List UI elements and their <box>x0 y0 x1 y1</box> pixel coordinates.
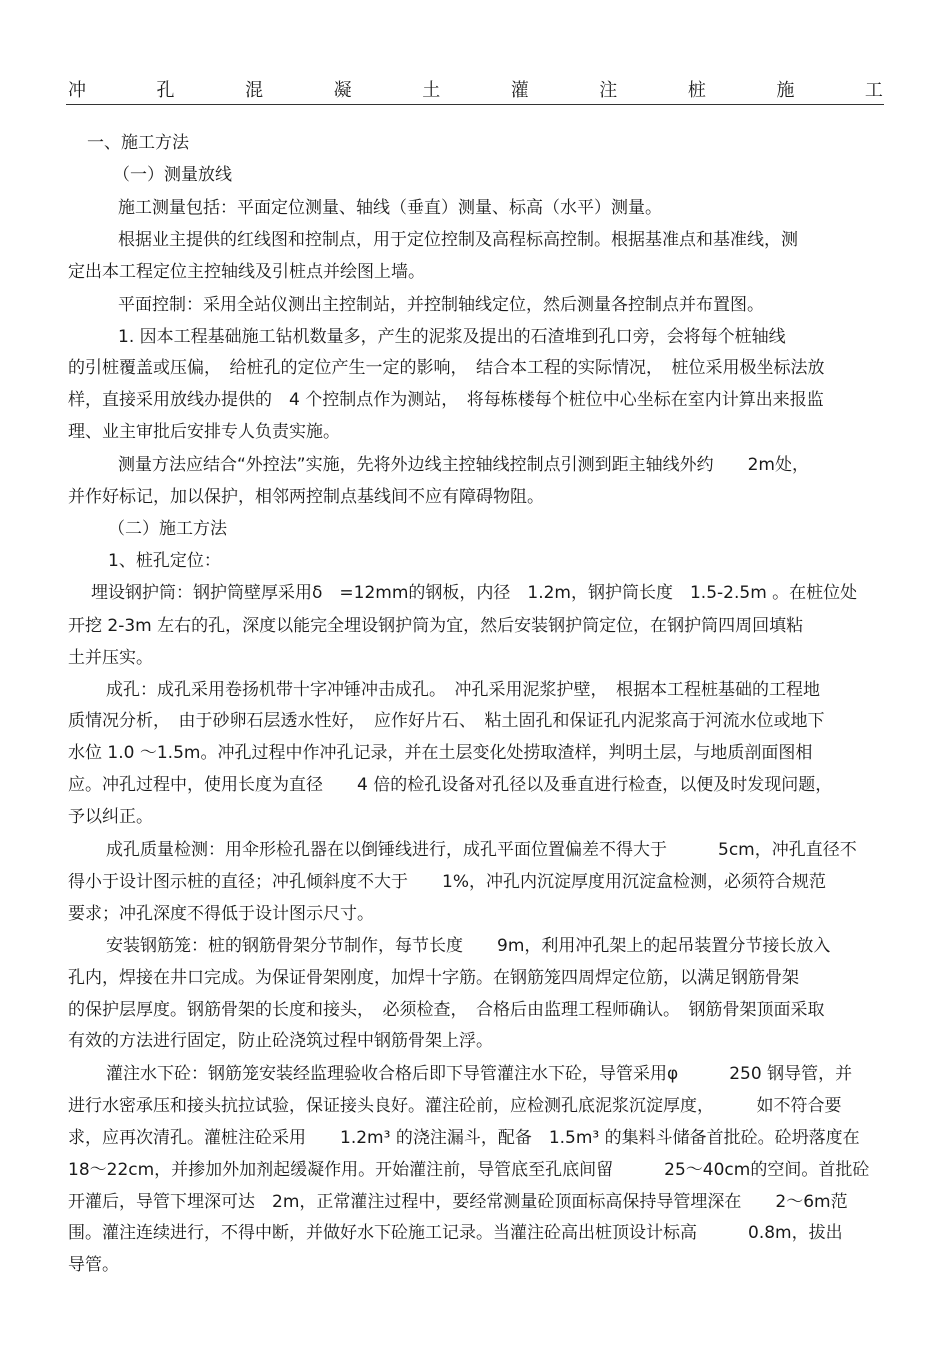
document-title <box>68 77 883 101</box>
paragraph-line: 埋设钢护筒：钢护筒壁厚采用δ =12mm的钢板，内径 1.2m，钢护筒长度 1.5-2.5m 。在桩位处 <box>91 583 858 603</box>
title-char: 工 <box>864 80 883 101</box>
paragraph-line: 成孔质量检测：用伞形检孔器在以倒锤线进行，成孔平面位置偏差不得大于 5cm，冲孔直径不 <box>106 840 857 860</box>
title-char: 桩 <box>687 80 706 101</box>
title-underline <box>66 104 884 105</box>
paragraph-line: 灌注水下砼：钢筋笼安装经监理验收合格后即下导管灌注水下砼，导管采用φ 250 钢导管，并 <box>106 1064 853 1084</box>
paragraph-line: 孔内，焊接在井口完成。为保证骨架刚度，加焊十字筋。在钢筋笼四周焊定位筋，以满足钢筋骨架 <box>68 968 799 988</box>
paragraph-line: 围。灌注连续进行，不得中断，并做好水下砼施工记录。当灌注砼高出桩顶设计标高 0.8m，拔出 <box>68 1223 843 1243</box>
title-char: 施 <box>776 80 795 101</box>
paragraph-line: 理、业主审批后安排专人负责实施。 <box>68 422 340 442</box>
paragraph-line: 求，应再次清孔。灌桩注砼采用 1.2m³ 的浇注漏斗，配备 1.5m³ 的集料斗储备首批砼。砼坍落度在 <box>68 1128 860 1148</box>
subheading-construction-method: （二）施工方法 <box>108 519 227 539</box>
paragraph-line: 导管。 <box>68 1255 119 1275</box>
paragraph-line: 有效的方法进行固定，防止砼浇筑过程中钢筋骨架上浮。 <box>68 1031 493 1051</box>
paragraph-line: 18～22cm，并掺加外加剂起缓凝作用。开始灌注前，导管底至孔底间留 25～40cm的空间。首批砼 <box>68 1160 870 1180</box>
paragraph-line: 得小于设计图示桩的直径；冲孔倾斜度不大于 1%，冲孔内沉淀厚度用沉淀盒检测，必须符合规范 <box>68 872 826 892</box>
paragraph-line: 水位 1.0 ～1.5m。冲孔过程中作冲孔记录，并在土层变化处捞取渣样，判明土层，与地质剖面图相 <box>68 743 813 763</box>
paragraph-line: 的保护层厚度。钢筋骨架的长度和接头， 必须检查， 合格后由监理工程师确认。 钢筋骨架顶面采取 <box>68 1000 825 1020</box>
paragraph-line: 予以纠正。 <box>68 807 153 827</box>
paragraph-line: 进行水密承压和接头抗拉试验，保证接头良好。灌注砼前，应检测孔底泥浆沉淀厚度， 如不符合要 <box>68 1096 842 1116</box>
title-char: 孔 <box>156 80 175 101</box>
paragraph-line: 定出本工程定位主控轴线及引桩点并绘图上墙。 <box>68 262 425 282</box>
paragraph-line: 样，直接采用放线办提供的 4 个控制点作为测站， 将每栋楼每个桩位中心坐标在室内计算出来报监 <box>68 390 824 410</box>
paragraph-line: 1. 因本工程基础施工钻机数量多，产生的泥浆及提出的石渣堆到孔口旁，会将每个桩轴线 <box>118 327 786 347</box>
heading-construction-method: 一、施工方法 <box>87 133 189 153</box>
paragraph-line: 成孔：成孔采用卷扬机带十字冲锤冲击成孔。 冲孔采用泥浆护壁， 根据本工程桩基础的工程地 <box>106 680 820 700</box>
title-char: 土 <box>422 80 441 101</box>
paragraph-line: 根据业主提供的红线图和控制点，用于定位控制及高程标高控制。根据基准点和基准线，测 <box>118 230 798 250</box>
paragraph-line: 平面控制：采用全站仪测出主控制站，并控制轴线定位，然后测量各控制点并布置图。 <box>118 295 764 315</box>
paragraph-line: 应。冲孔过程中，使用长度为直径 4 倍的检孔设备对孔径以及垂直进行检查，以便及时发现问题， <box>68 775 833 795</box>
title-char: 混 <box>245 80 264 101</box>
paragraph-line: 的引桩覆盖或压偏， 给桩孔的定位产生一定的影响， 结合本工程的实际情况， 桩位采用极坐标法放 <box>68 358 825 378</box>
title-char: 灌 <box>510 80 529 101</box>
subheading-survey-layout: （一）测量放线 <box>113 165 232 185</box>
title-char: 注 <box>599 80 618 101</box>
title-char: 冲 <box>68 80 86 101</box>
item-pile-hole-positioning: 1、桩孔定位： <box>108 551 221 571</box>
paragraph-line: 施工测量包括：平面定位测量、轴线（垂直）测量、标高（水平）测量。 <box>118 198 662 218</box>
paragraph-line: 质情况分析， 由于砂卵石层透水性好， 应作好片石、 粘土固孔和保证孔内泥浆高于河流水位或地下 <box>68 711 825 731</box>
paragraph-line: 测量方法应结合“外控法”实施，先将外边线主控轴线控制点引测到距主轴线外约 2m处， <box>118 455 809 475</box>
paragraph-line: 并作好标记，加以保护，相邻两控制点基线间不应有障碍物阻。 <box>68 487 544 507</box>
paragraph-line: 土并压实。 <box>68 648 153 668</box>
paragraph-line: 开挖 2-3m 左右的孔，深度以能完全埋设钢护筒为宜，然后安装钢护筒定位，在钢护筒四周回填粘 <box>68 616 804 636</box>
paragraph-line: 安装钢筋笼：桩的钢筋骨架分节制作，每节长度 9m，利用冲孔架上的起吊装置分节接长放入 <box>106 936 831 956</box>
paragraph-line: 开灌后，导管下埋深可达 2m，正常灌注过程中，要经常测量砼顶面标高保持导管埋深在 2～6m范 <box>68 1192 848 1212</box>
title-char: 凝 <box>333 80 352 101</box>
paragraph-line: 要求；冲孔深度不得低于设计图示尺寸。 <box>68 904 374 924</box>
